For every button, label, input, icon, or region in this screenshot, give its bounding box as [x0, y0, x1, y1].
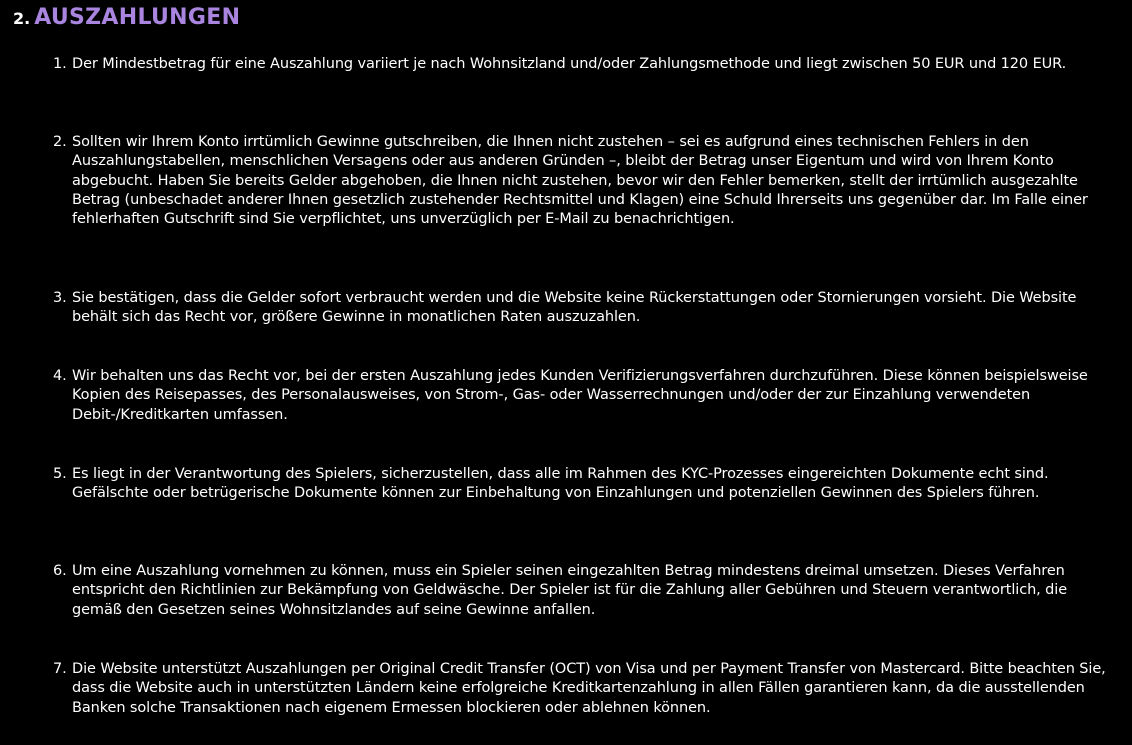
- list-item-text: Sie bestätigen, dass die Gelder sofort verbraucht werden und die Website keine Rückerstattungen oder Stornierungen vorsieht. Die Website behält sich das Recht vor, größere Gewinne in monatlichen Raten auszuzahlen.: [72, 290, 1077, 326]
- list-item-number: 3.: [53, 290, 67, 306]
- list-item: [53, 133, 1115, 229]
- list-item-text: Sollten wir Ihrem Konto irrtümlich Gewinne gutschreiben, die Ihnen nicht zustehen – sei es aufgrund eines technischen Fehlers in den Auszahlungstabellen, menschlichen Versagens oder aus anderen Gründen –, bleibt der Betrag unser Eigentum und wird von Ihrem Konto abgebucht. Haben Sie bereits Gelder abgehoben, die Ihnen nicht zustehen, bevor wir den Fehler bemerken, stellt der irrtümlich ausgezahlte Betrag (unbeschadet anderer Ihnen gesetzlich zustehender Rechtsmittel und Klagen) eine Schuld Ihrerseits uns gegenüber dar. Im Falle einer fehlerhaften Gutschrift sind Sie verpflichtet, uns unverzüglich per E-Mail zu benachrichtigen.: [72, 134, 1088, 228]
- list-item-text: Der Mindestbetrag für eine Auszahlung variiert je nach Wohnsitzland und/oder Zahlungsmethode und liegt zwischen 50 EUR und 120 EUR.: [72, 56, 1067, 72]
- list-item-number: 1.: [53, 56, 67, 72]
- list-item: [53, 367, 1115, 425]
- list-item-text: Es liegt in der Verantwortung des Spielers, sicherzustellen, dass alle im Rahmen des KYC-Prozesses eingereichten Dokumente echt sind. Gefälschte oder betrügerische Dokumente können zur Einbehaltung von Einzahlungen und potenziellen Gewinnen des Spielers führen.: [72, 466, 1049, 502]
- list-item-text: Die Website unterstützt Auszahlungen per Original Credit Transfer (OCT) von Visa und per Payment Transfer von Mastercard. Bitte beachten Sie, dass die Website auch in unterstützten Ländern keine erfolgreiche Kreditkartenzahlung in allen Fällen garantieren kann, da die ausstellenden Banken solche Transaktionen nach eigenem Ermessen blockieren oder ablehnen können.: [72, 661, 1106, 716]
- list-item: [53, 660, 1115, 718]
- list-item-number: 7.: [53, 661, 67, 677]
- list-item-text: Wir behalten uns das Recht vor, bei der ersten Auszahlung jedes Kunden Verifizierungsverfahren durchzuführen. Diese können beispielsweise Kopien des Reisepasses, des Personalausweises, von Strom-, Gas- oder Wasserrechnungen und/oder der zur Einzahlung verwendeten Debit-/Kreditkarten umfassen.: [72, 368, 1088, 423]
- list-item: [53, 562, 1115, 620]
- list-item-number: 5.: [53, 466, 67, 482]
- list-item-number: 6.: [53, 563, 67, 579]
- list-item: [53, 465, 1115, 504]
- section-title: AUSZAHLUNGEN: [34, 5, 241, 30]
- list-item-number: 4.: [53, 368, 67, 384]
- section-number: 2.: [13, 9, 31, 28]
- list-item-number: 2.: [53, 134, 67, 150]
- list-item: [53, 289, 1115, 328]
- list-item-text: Um eine Auszahlung vornehmen zu können, muss ein Spieler seinen eingezahlten Betrag mindestens dreimal umsetzen. Dieses Verfahren entspricht den Richtlinien zur Bekämpfung von Geldwäsche. Der Spieler ist für die Zahlung aller Gebühren und Steuern verantwortlich, die gemäß den Gesetzen seines Wohnsitzlandes auf seine Gewinne anfallen.: [72, 563, 1068, 618]
- list-item: [53, 55, 1115, 74]
- section-heading: [13, 5, 240, 30]
